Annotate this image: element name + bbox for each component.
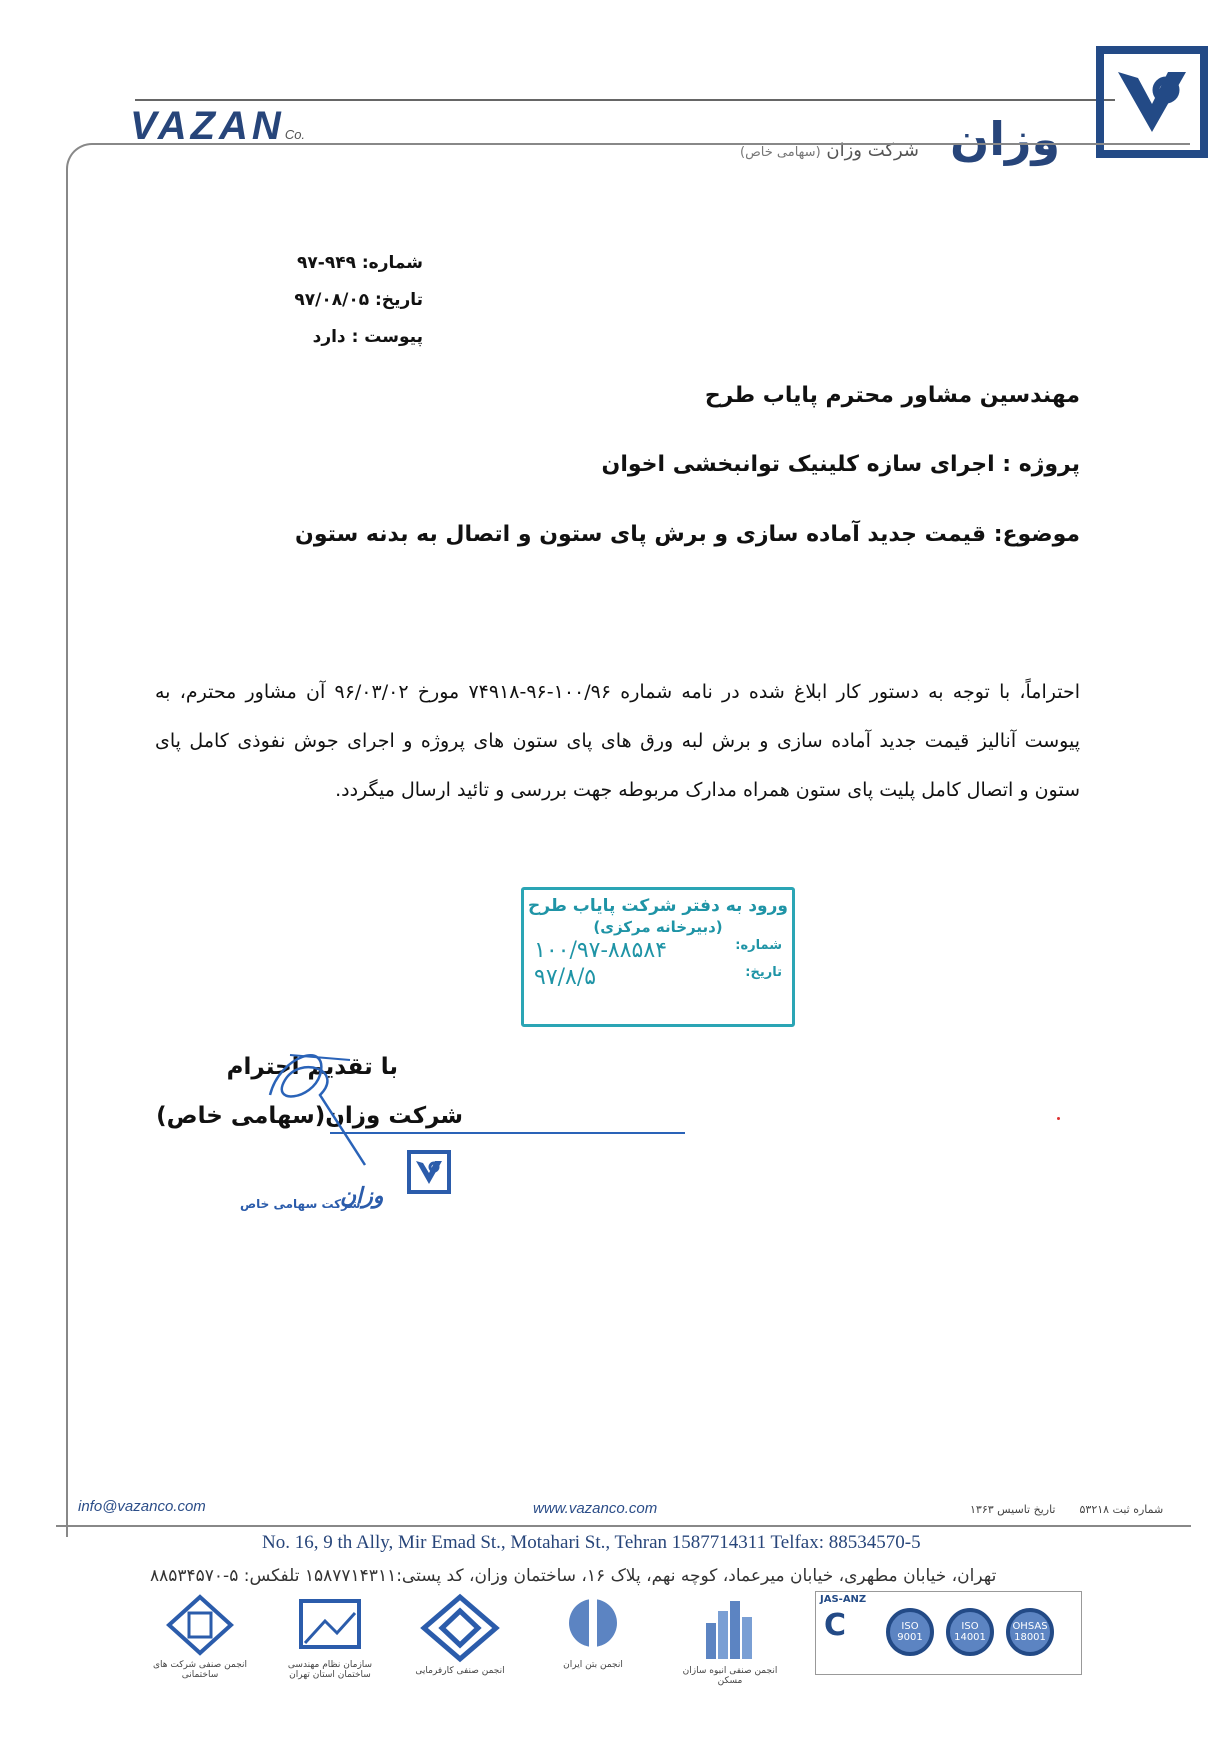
stamp-number-label: شماره: xyxy=(735,938,782,953)
c-mark-icon: C xyxy=(824,1608,847,1643)
addressee: مهندسین مشاور محترم پایاب طرح xyxy=(704,383,1080,408)
iso-certifications xyxy=(815,1591,1082,1675)
handwritten-signature-icon xyxy=(250,1035,380,1175)
concrete-institute-icon xyxy=(563,1593,623,1657)
letter-date: تاریخ: ۹۷/۰۸/۰۵ xyxy=(294,290,423,310)
company-logo-icon xyxy=(1096,46,1208,158)
project-line: پروژه : اجرای سازه کلینیک توانبخشی اخوان xyxy=(601,452,1080,477)
mass-builders-icon xyxy=(698,1593,762,1663)
cert-logo-3: انجمن صنفی کارفرمایی xyxy=(405,1593,515,1676)
iso-9001-badge: ISO 9001 xyxy=(886,1608,934,1656)
brand-suffix: Co. xyxy=(284,127,306,142)
iso-14001-badge: ISO 14001 xyxy=(946,1608,994,1656)
company-seal-icon xyxy=(407,1150,451,1194)
cert-logo-1: انجمن صنفی شرکت های ساختمانی xyxy=(150,1593,250,1680)
receipt-stamp xyxy=(521,887,795,1027)
ink-dot xyxy=(1057,1117,1060,1120)
employer-association-icon xyxy=(420,1593,500,1663)
footer-address-fa: تهران، خیابان مطهری، خیابان میرعماد، کوچه نهم، پلاک ۱۶، ساختمان وزان، کد پستی:۱۵۸۷۷۱۴۳۱۱ تلفکس: ۵-۸۸۵۳۴۵۷۰ xyxy=(150,1566,997,1586)
cert-logo-2: سازمان نظام مهندسی ساختمان استان تهران xyxy=(275,1593,385,1680)
footer-website[interactable]: www.vazanco.com xyxy=(533,1500,658,1517)
header-rule xyxy=(135,99,1115,101)
footer-email[interactable]: info@vazanco.com xyxy=(78,1498,206,1515)
signing-company: شرکت وزان(سهامی خاص) xyxy=(156,1103,463,1129)
jas-anz-label: JAS-ANZ xyxy=(820,1594,867,1605)
signature-stroke xyxy=(330,1132,685,1134)
stamp-subtitle: (دبیرخانه مرکزی) xyxy=(593,918,723,936)
stamp-date-label: تاریخ: xyxy=(745,965,782,980)
letter-meta xyxy=(173,245,423,356)
letter-body: احتراماً، با توجه به دستور کار ابلاغ شده در نامه شماره ۱۰۰/۹۶-۹۶-۷۴۹۱۸ مورخ ۹۶/۰۳/۰۲ آن مشاور محترم، به پیوست آنالیز قیمت جدید آماده سازی و برش لبه ورق های پای ستون های پروژه و اجرای جوش نفوذی کامل پای ستون و اتصال کامل پلیت پای ستون همراه مدارک مربوطه جهت بررسی و تائید ارسال میگردد. xyxy=(155,681,1081,801)
stamp-number-value: ۱۰۰/۹۷-۸۸۵۸۴ xyxy=(534,938,668,963)
closing-phrase: با تقدیم احترام xyxy=(226,1054,398,1080)
seal-brand: وزان xyxy=(340,1184,384,1209)
engineering-org-icon xyxy=(295,1593,365,1657)
company-name-header: شرکت وزان (سهامی خاص) xyxy=(740,140,919,161)
brand-latin-logo: VAZANCo. xyxy=(130,104,306,148)
ohsas-18001-badge: OHSAS 18001 xyxy=(1006,1608,1054,1656)
seal-company-name: شرکت سهامی خاص xyxy=(240,1197,361,1211)
footer-registration: شماره ثبت ۵۳۲۱۸تاریخ تاسیس ۱۳۶۳ xyxy=(970,1503,1164,1516)
footer-address-en: No. 16, 9 th Ally, Mir Emad St., Motahari St., Tehran 1587714311 Telfax: 88534570-5 xyxy=(262,1532,921,1553)
cert-logo-5: انجمن صنفی انبوه سازان مسکن xyxy=(680,1593,780,1686)
letter-number: شماره: ۹۴۹-۹۷ xyxy=(296,253,423,273)
subject-line: موضوع: قیمت جدید آماده سازی و برش پای ستون و اتصال به بدنه ستون xyxy=(295,522,1080,547)
cert-logo-4: انجمن بتن ایران xyxy=(548,1593,638,1670)
letter-attachment: پیوست : دارد xyxy=(312,327,423,347)
brand-fa-logo: وزان xyxy=(950,112,1061,166)
stamp-date-value: ۹۷/۸/۵ xyxy=(534,965,597,990)
stamp-title: ورود به دفتر شرکت پایاب طرح xyxy=(528,896,788,916)
association-icon xyxy=(165,1593,235,1657)
